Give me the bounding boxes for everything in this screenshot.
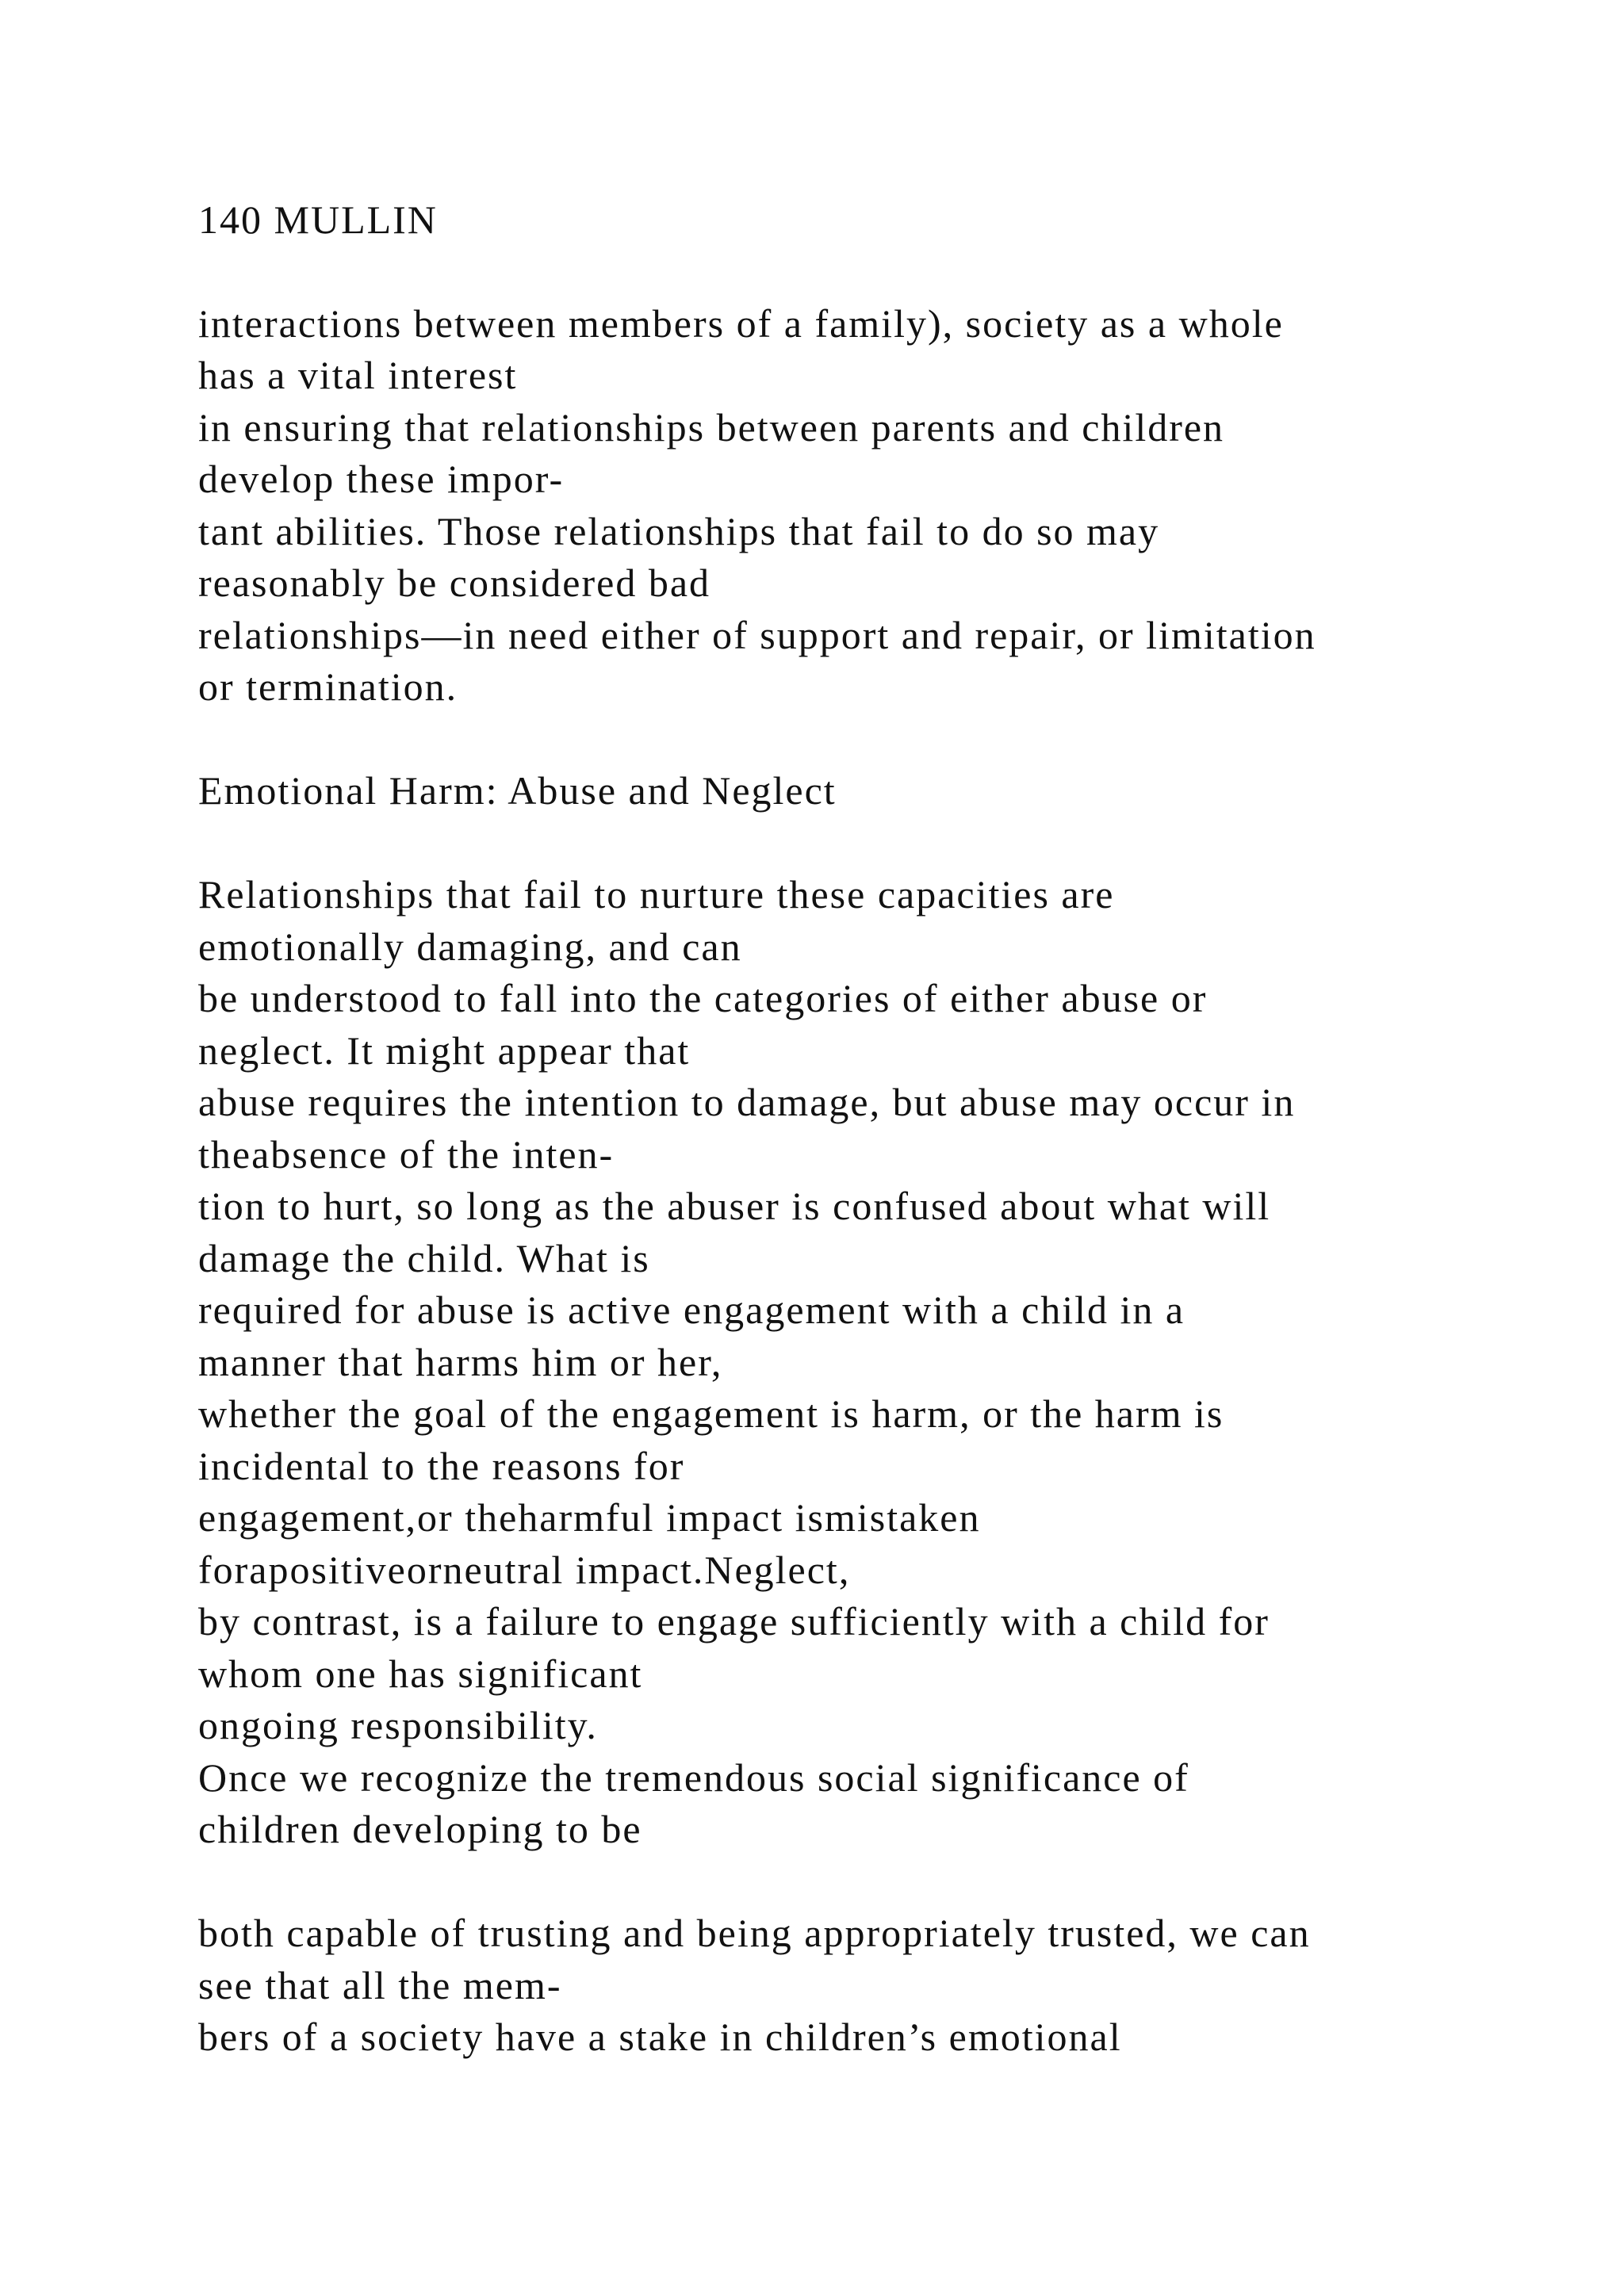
text-line: Once we recognize the tremendous social significance of [198, 1755, 1189, 1800]
text-line: forapositiveorneutral impact.Neglect, [198, 1548, 851, 1592]
text-line: required for abuse is active engagement with a child in a [198, 1288, 1185, 1332]
text-line: incidental to the reasons for [198, 1444, 685, 1488]
text-line: both capable of trusting and being appropriately trusted, we can [198, 1911, 1311, 1955]
text-line: ongoing responsibility. [198, 1703, 598, 1747]
text-line: see that all the mem- [198, 1963, 562, 2007]
text-line: relationships—in need either of support and repair, or limitation [198, 613, 1316, 657]
text-line: or termination. [198, 664, 458, 709]
text-line: abuse requires the intention to damage, but abuse may occur in [198, 1080, 1296, 1124]
text-line: bers of a society have a stake in children’s emotional [198, 2015, 1122, 2059]
text-line: by contrast, is a failure to engage sufficiently with a child for [198, 1599, 1270, 1644]
text-line: engagement,or theharmful impact ismistaken [198, 1495, 981, 1540]
page-header: 140 MULLIN [198, 197, 438, 242]
text-line: whether the goal of the engagement is harm, or the harm is [198, 1391, 1224, 1436]
text-line: in ensuring that relationships between parents and children [198, 405, 1225, 450]
text-line: whom one has significant [198, 1651, 643, 1696]
text-line: theabsence of the inten- [198, 1132, 615, 1177]
text-line: damage the child. What is [198, 1236, 650, 1280]
text-line: tant abilities. Those relationships that fail to do so may [198, 509, 1160, 553]
text-line: interactions between members of a family), society as a whole [198, 301, 1284, 346]
text-line: children developing to be [198, 1807, 642, 1851]
section-heading: Emotional Harm: Abuse and Neglect [198, 768, 837, 813]
text-line: manner that harms him or her, [198, 1340, 723, 1384]
text-line: Relationships that fail to nurture these capacities are [198, 872, 1115, 916]
text-line: neglect. It might appear that [198, 1028, 691, 1073]
text-line: has a vital interest [198, 353, 518, 397]
text-line: be understood to fall into the categories of either abuse or [198, 976, 1208, 1020]
text-line: develop these impor- [198, 457, 565, 501]
text-line: tion to hurt, so long as the abuser is confused about what will [198, 1184, 1271, 1228]
text-line: emotionally damaging, and can [198, 924, 742, 969]
text-line: reasonably be considered bad [198, 561, 711, 605]
